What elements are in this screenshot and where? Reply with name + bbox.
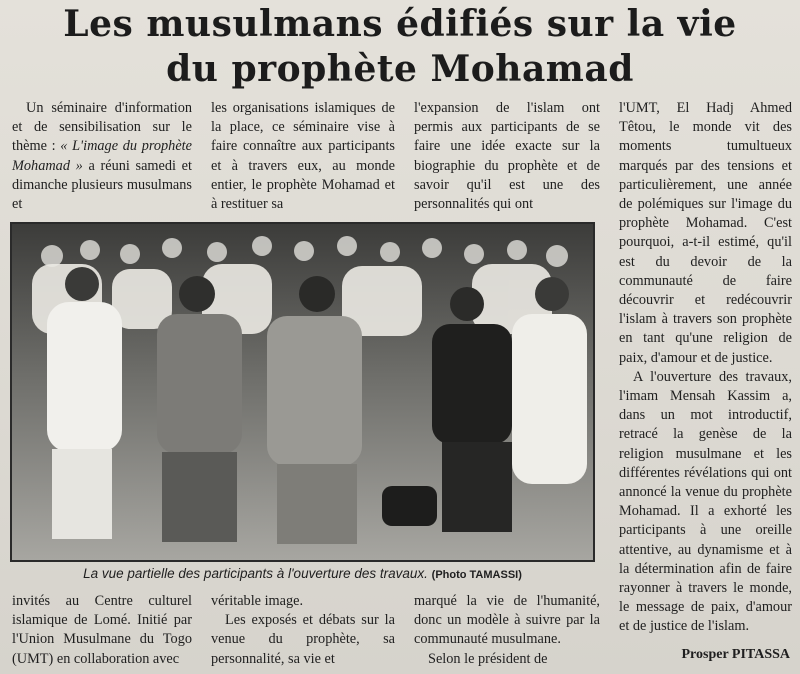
- article-column-2: [211, 99, 395, 214]
- headline-line-2: du prophète Mohamad: [166, 48, 634, 90]
- headline: [0, 2, 800, 92]
- article-column-1-continued: [12, 592, 192, 669]
- column-3-continued-paragraph-2: Selon le président de: [428, 650, 548, 667]
- column-1-text-b: a réuni samedi et dimanche plusieurs musulmans et: [12, 157, 192, 213]
- article-column-3: [414, 99, 600, 214]
- column-3-continued-paragraph-1: marqué la vie de l'humanité, donc un modèle à suivre par la communauté musulmane.: [414, 593, 600, 648]
- photo-caption: [10, 565, 595, 584]
- column-2-continued-paragraph-2: Les exposés et débats sur la venue du prophète, sa personnalité, sa vie et: [211, 612, 395, 667]
- article-photo: [10, 222, 595, 562]
- column-1-text-a: Un séminaire d'information et de sensibilisation sur le thème :: [12, 100, 192, 155]
- caption-text: La vue partielle des participants à l'ouverture des travaux.: [83, 566, 428, 581]
- article-column-3-continued: [414, 592, 600, 669]
- author-signature: Prosper PITASSA: [681, 647, 790, 662]
- article-column-1: [12, 99, 192, 214]
- participants-photo: [12, 224, 593, 560]
- column-4-paragraph-2: A l'ouverture des travaux, l'imam Mensah Kassim a, dans un mot introductif, retracé la genèse de la religion musulmane et les différentes révélations qui ont annoncé la venue du prophète Mohamad. Il a exhorté les participants à une oreille attentive, au dynamisme et à la détermination afin de faire rayonner à travers le monde, le message de paix, d'amour et de justice de l'islam.: [619, 368, 792, 635]
- column-4-paragraph-1: l'UMT, El Hadj Ahmed Têtou, le monde vit des moments tumultueux marqués par des tensions et particulièrement, une année de polémiques sur l'image du prophète Mohamad. C'est pourquoi, a-t-il estimé, qu'il est du devoir de la communauté de faire découvrir et redécouvrir l'islam à travers son prophète en tant qu'une religion de paix, d'amour et de justice.: [619, 100, 792, 366]
- column-2-continued-paragraph-1: véritable image.: [211, 593, 304, 609]
- article-column-2-continued: [211, 592, 395, 669]
- column-3-paragraph: l'expansion de l'islam ont permis aux participants de se faire une idée exacte sur la biographie du prophète et de savoir qu'il est une des personnalités qui ont: [414, 100, 600, 213]
- article-column-4: [619, 99, 792, 637]
- headline-line-1: Les musulmans édifiés sur la vie: [63, 3, 737, 45]
- column-1-paragraph: [12, 99, 192, 214]
- column-1-continued-paragraph: invités au Centre culturel islamique de Lomé. Initié par l'Union Musulmane du Togo (UMT) en collaboration avec: [12, 593, 192, 667]
- seminar-theme: « L'image du prophète Mohamad »: [12, 138, 192, 174]
- column-2-paragraph: les organisations islamiques de la place, ce séminaire vise à faire connaître aux participants et à travers eux, au monde entier, le prophète Mohamad et à restituer sa: [211, 100, 395, 213]
- photo-credit: (Photo TAMASSI): [431, 569, 522, 581]
